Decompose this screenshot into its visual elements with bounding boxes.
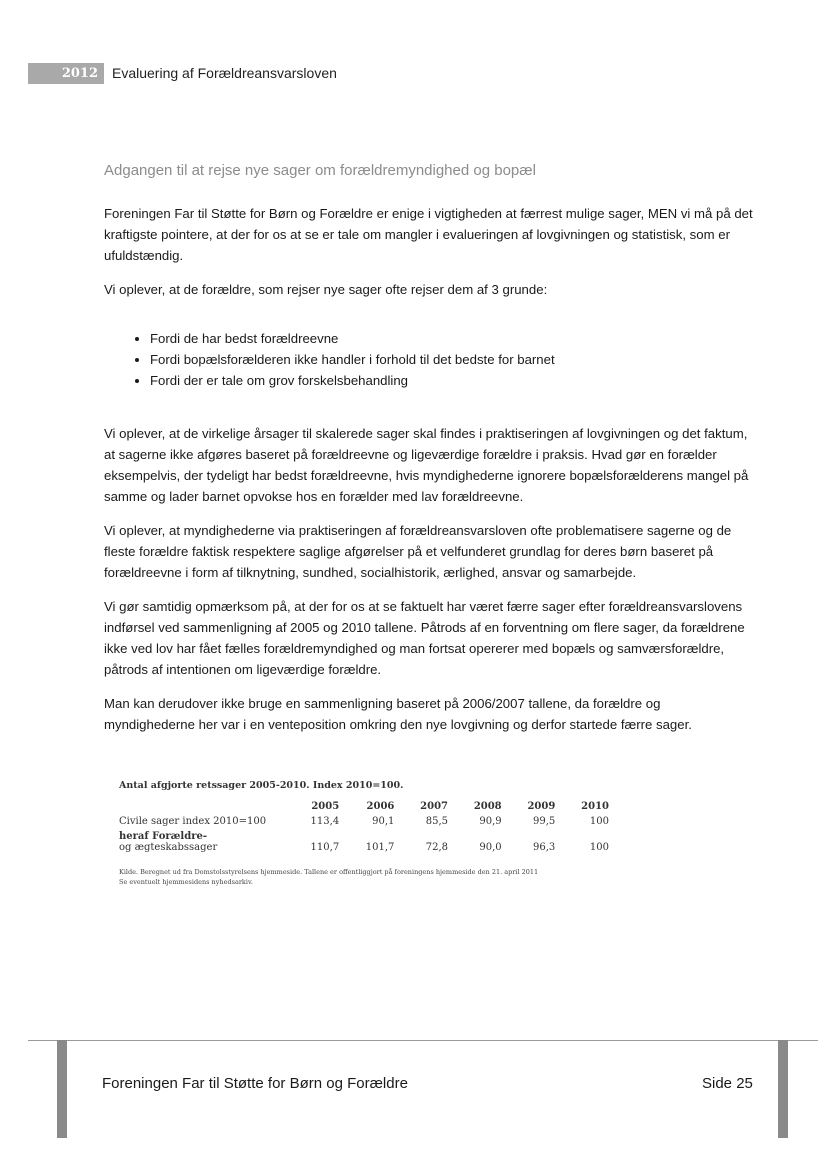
header-title: Evaluering af Forældreansvarsloven [112,65,337,81]
table-cell: 113,4 [310,816,340,827]
year-badge: 2012 [28,63,104,84]
paragraph: Foreningen Far til Støtte for Børn og Forældre er enige i vigtigheden at færrest mulige sager, MEN vi må på det kraftigste pointere, at der for os at se er tale om mangler i evalueringen af lovgivningen og statistisk, som er ufuldstændig. [104,206,753,263]
table-cell: 90,1 [372,816,395,827]
table-cell: 99,5 [533,816,556,827]
year-header: 2010 [581,801,609,812]
list-item: • Fordi de har bedst forældreevne [150,328,754,349]
page-number: Side 25 [702,1075,753,1092]
table-cell: 100 [589,816,609,827]
year-header: 2007 [420,801,449,812]
table-cell: 72,8 [425,842,449,853]
reasons-list [104,328,754,391]
year-header: 2008 [473,801,502,812]
table-cell: 96,3 [533,842,556,853]
table-caption: Antal afgjorte retssager 2005-2010. Index 2010=100. [119,780,404,791]
footer-bar-right [778,1040,788,1138]
table-source-note [119,867,609,887]
paragraph: Vi oplever, at de virkelige årsager til skalerede sager skal findes i praktiseringen af lovgivningen og det faktum, at sagerne ikke afgøres baseret på forældreevne og ligeværdige forældre i praksis. Hvad gør en forælder eksempelvis, der tydeligt har bedst forældreevne, hvis myndighederne ignorere bopælsforælderens mangel på samme og lader barnet opvokse hos en forælder med lav forældreevne. [104,426,749,504]
page-header [28,62,337,84]
document-body [104,162,754,748]
source-line: Kilde. Beregnet ud fra Domstolsstyrelsens hjemmeside. Tallene er offentliggjort på foreningens hjemmeside den 21. april 2011 [119,868,539,876]
row-label-line: heraf Forældre- [119,831,207,842]
section-heading: Adgangen til at rejse nye sager om forældremyndighed og bopæl [104,162,536,179]
table-row [119,814,609,829]
table-cell: 101,7 [365,842,395,853]
list-item: • Fordi bopælsforælderen ikke handler i forhold til det bedste for barnet [150,349,754,370]
source-line: Se eventuelt hjemmesidens nyhedsarkiv. [119,878,253,886]
table-cell: 100 [589,842,609,853]
table-corner [119,799,284,814]
footer-organization: Foreningen Far til Støtte for Børn og Forældre [102,1075,408,1092]
paragraph: Vi gør samtidig opmærksom på, at der for os at se faktuelt har været færre sager efter forældreansvarslovens indførsel ved sammenligning af 2005 og 2010 tallene. Påtrods af en forventning om flere sager, da forældrene ikke ved lov har fået fælles forældremyndighed og man fortsat opererer med bopæls og samværsforældre, påtrods af intentionen om ligeværdige forældre. [104,599,745,677]
footer-bar-left [57,1040,67,1138]
table-cell: 90,0 [479,842,502,853]
paragraph: Vi oplever, at de forældre, som rejser nye sager ofte rejser dem af 3 grunde: [104,282,548,297]
row-label-line: og ægteskabssager [119,842,218,853]
paragraph: Man kan derudover ikke bruge en sammenligning baseret på 2006/2007 tallene, da forældre og myndighederne her var i en venteposition omkring den nye lovgivning og derfor startede færre sager. [104,696,692,732]
row-label: Civile sager index 2010=100 [119,816,267,827]
year-header: 2009 [527,801,556,812]
list-item: • Fordi der er tale om grov forskelsbehandling [150,370,754,391]
table-cell: 110,7 [310,842,340,853]
footer-divider [28,1040,818,1041]
statistics-table-block [119,780,609,887]
table-cell: 85,5 [425,816,449,827]
row-label [119,829,284,855]
statistics-table [119,799,609,855]
year-header: 2006 [366,801,395,812]
table-row [119,829,609,855]
table-cell: 90,9 [479,816,502,827]
year-header: 2005 [311,801,340,812]
paragraph: Vi oplever, at myndighederne via praktiseringen af forældreansvarsloven ofte problematisere sagerne og de fleste forældre faktisk respektere saglige afgørelser på et velfunderet grundlag for deres børn baseret på forældreevne i form af tilknytning, sundhed, socialhistorik, ærlighed, ansvar og samarbejde. [104,523,732,580]
table-header-row [119,799,609,814]
